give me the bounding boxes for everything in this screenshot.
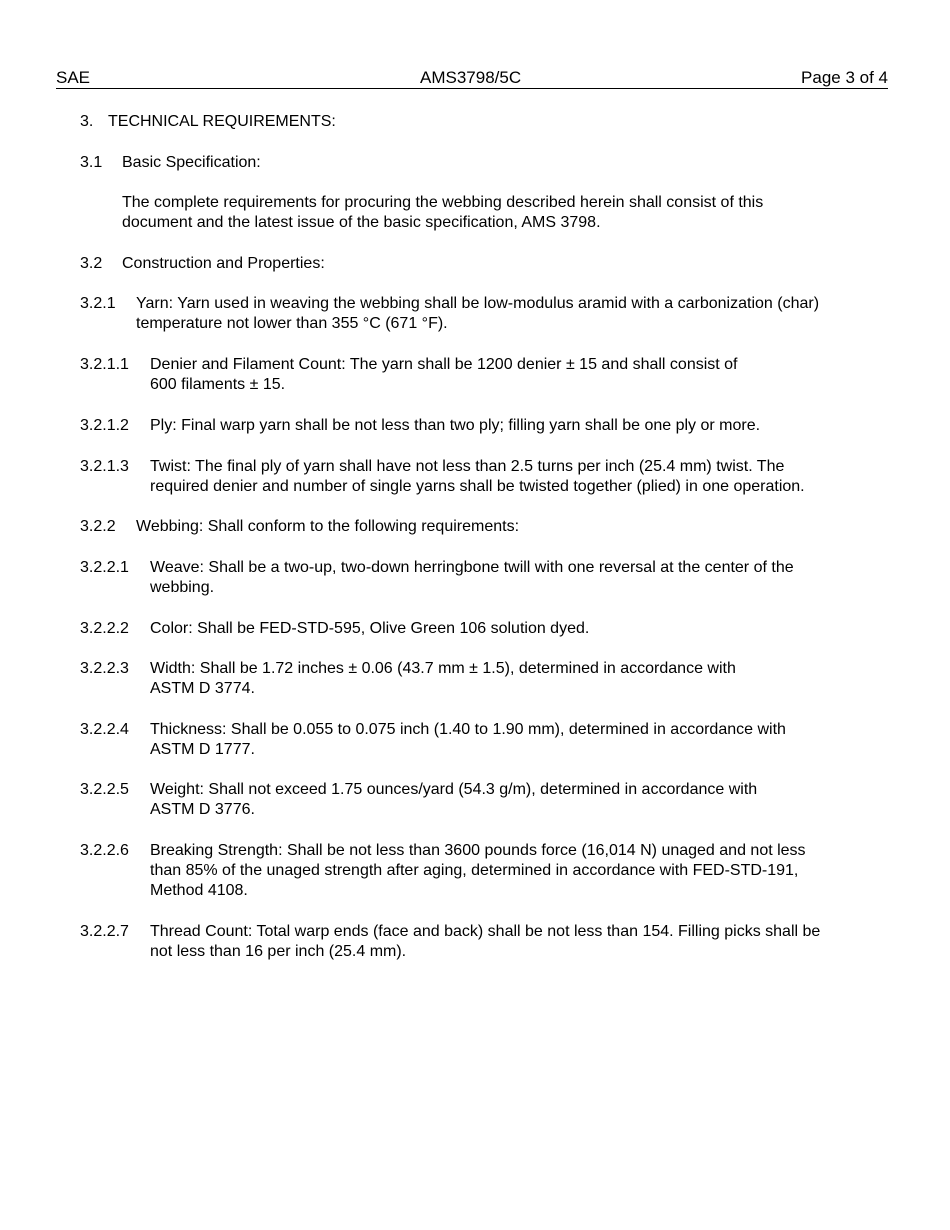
paragraph-line: Twist: The final ply of yarn shall have not less than 2.5 turns per inch (25.4 mm) twist. The (150, 458, 785, 475)
section-number: 3.2 (80, 255, 103, 272)
paragraph-line: temperature not lower than 355 °C (671 °F). (136, 315, 448, 332)
paragraph-line: Ply: Final warp yarn shall be not less than two ply; filling yarn shall be one ply or more. (150, 417, 761, 434)
paragraph-line: webbing. (150, 579, 215, 596)
section-3-2-1-1 (80, 355, 880, 395)
section-3-2-2-2 (80, 619, 880, 639)
section-number: 3.2.2.7 (80, 923, 129, 940)
paragraph-line: ASTM D 1777. (150, 741, 255, 758)
paragraph-line: not less than 16 per inch (25.4 mm). (150, 943, 407, 960)
section-heading: Construction and Properties: (122, 255, 325, 272)
section-3-2-1-2 (80, 416, 880, 436)
header-doc-number: AMS3798/5C (420, 68, 522, 87)
section-3-2-2-4 (80, 720, 880, 760)
section-number: 3.2.1.3 (80, 458, 129, 475)
paragraph-line: Webbing: Shall conform to the following requirements: (136, 518, 520, 535)
paragraph-line: required denier and number of single yarns shall be twisted together (plied) in one operation. (150, 478, 805, 495)
header-page-number: Page 3 of 4 (801, 68, 888, 87)
paragraph-line: Width: Shall be 1.72 inches ± 0.06 (43.7 mm ± 1.5), determined in accordance with (150, 660, 736, 677)
paragraph-line: Method 4108. (150, 882, 248, 899)
paragraph-line: document and the latest issue of the basic specification, AMS 3798. (122, 214, 601, 231)
section-3-2-2-6 (80, 841, 880, 901)
section-number: 3. (80, 113, 94, 130)
paragraph-line: Breaking Strength: Shall be not less than 3600 pounds force (16,014 N) unaged and not less (150, 842, 806, 859)
section-number: 3.2.1.1 (80, 356, 129, 373)
section-3-2-2-1 (80, 558, 880, 598)
paragraph-line: Color: Shall be FED-STD-595, Olive Green 106 solution dyed. (150, 620, 590, 637)
section-3-2-1-3 (80, 457, 880, 497)
paragraph-line: Yarn: Yarn used in weaving the webbing shall be low-modulus aramid with a carbonization (char) (136, 295, 820, 312)
section-number: 3.2.2.5 (80, 781, 129, 798)
paragraph-line: Thickness: Shall be 0.055 to 0.075 inch (1.40 to 1.90 mm), determined in accordance with (150, 721, 786, 738)
paragraph-line: ASTM D 3776. (150, 801, 255, 818)
section-3-2-2-5 (80, 780, 880, 820)
section-number: 3.2.2.2 (80, 620, 129, 637)
section-3-2 (80, 254, 880, 274)
paragraph-line: Weight: Shall not exceed 1.75 ounces/yard (54.3 g/m), determined in accordance with (150, 781, 758, 798)
section-3-2-2-3 (80, 659, 880, 699)
section-number: 3.2.2.4 (80, 721, 129, 738)
paragraph-line: 600 filaments ± 15. (150, 376, 286, 393)
section-heading: Basic Specification: (122, 154, 261, 171)
paragraph-line: Thread Count: Total warp ends (face and back) shall be not less than 154. Filling picks shall be (150, 923, 821, 940)
section-3 (80, 112, 880, 132)
section-number: 3.2.2.3 (80, 660, 129, 677)
paragraph-line: The complete requirements for procuring the webbing described herein shall consist of this (122, 194, 764, 211)
header-org: SAE (56, 68, 91, 87)
section-3-2-2 (80, 517, 880, 537)
paragraph-line: than 85% of the unaged strength after aging, determined in accordance with FED-STD-191, (150, 862, 799, 879)
section-heading: TECHNICAL REQUIREMENTS: (108, 113, 336, 130)
section-number: 3.2.1.2 (80, 417, 129, 434)
page-header (56, 68, 888, 89)
paragraph-line: Weave: Shall be a two-up, two-down herringbone twill with one reversal at the center of the (150, 559, 794, 576)
section-3-2-2-7 (80, 922, 880, 962)
section-number: 3.2.2 (80, 518, 116, 535)
section-3-2-1 (80, 294, 880, 334)
section-number: 3.2.2.1 (80, 559, 129, 576)
paragraph-line: ASTM D 3774. (150, 680, 255, 697)
section-number: 3.1 (80, 154, 103, 171)
section-3-1 (80, 153, 880, 173)
section-number: 3.2.1 (80, 295, 116, 312)
section-number: 3.2.2.6 (80, 842, 129, 859)
section-3-1-paragraph (80, 193, 880, 233)
paragraph-line: Denier and Filament Count: The yarn shall be 1200 denier ± 15 and shall consist of (150, 356, 738, 373)
